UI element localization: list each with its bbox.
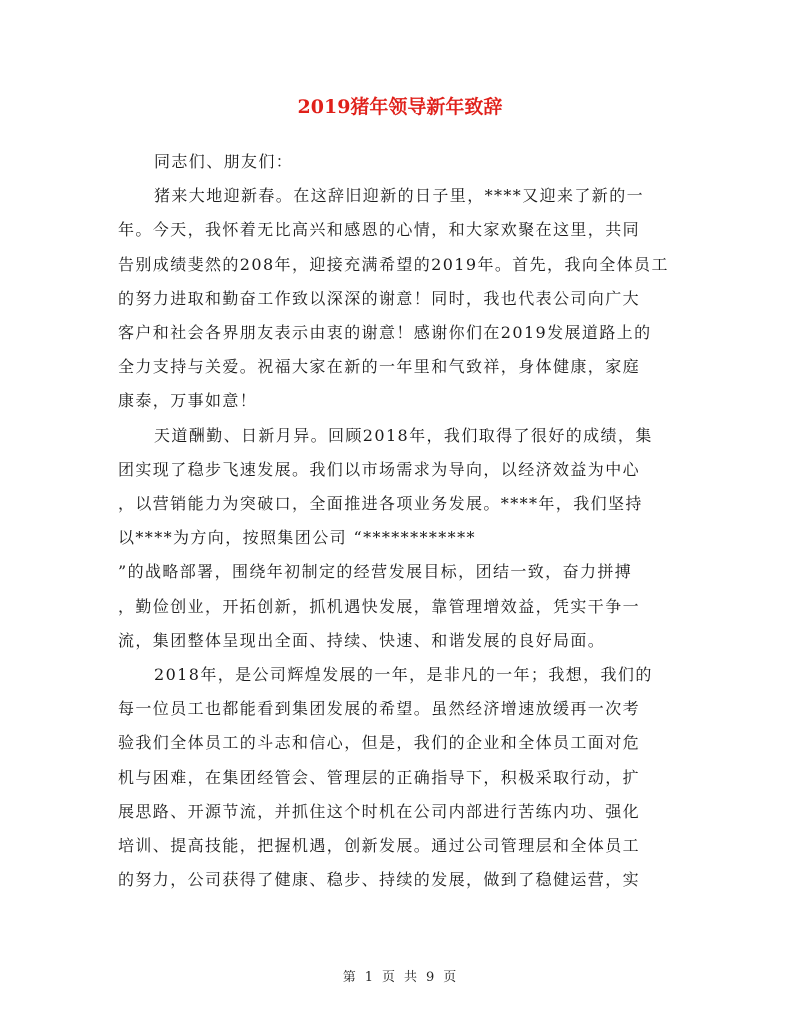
body-line: 团实现了稳步飞速发展。我们以市场需求为导向，以经济效益为中心 xyxy=(118,459,641,479)
document-body xyxy=(118,145,684,897)
body-line: 天道酬勤、日新月异。回顾2018年，我们取得了很好的成绩，集 xyxy=(154,425,653,445)
body-line: 2018年，是公司辉煌发展的一年，是非凡的一年；我想，我们的 xyxy=(154,665,653,685)
body-line: 培训、提高技能，把握机遇，创新发展。通过公司管理层和全体员工 xyxy=(118,836,641,856)
body-line: 同志们、朋友们： xyxy=(154,152,294,171)
page-footer xyxy=(0,968,800,988)
body-line: 康泰，万事如意！ xyxy=(118,391,258,411)
body-line: 全力支持与关爱。祝福大家在新的一年里和气致祥，身体健康，家庭 xyxy=(118,357,641,377)
footer-page-word: 页 xyxy=(381,970,396,985)
body-line: 的努力，公司获得了健康、稳步、持续的发展，做到了稳健运营，实 xyxy=(118,870,641,890)
document-title: 2019猪年领导新年致辞 xyxy=(297,96,503,118)
body-line: 每一位员工也都能看到集团发展的希望。虽然经济增速放缓再一次考 xyxy=(118,699,641,719)
body-line: ”的战略部署，围绕年初制定的经营发展目标，团结一致，奋力拼搏 xyxy=(118,562,633,582)
body-line: ，勤俭创业，开拓创新，抓机遇快发展，靠管理增效益，凭实干争一 xyxy=(118,596,641,616)
body-line: 流，集团整体呈现出全面、持续、快速、和谐发展的良好局面。 xyxy=(118,630,606,650)
footer-current-page: 1 xyxy=(364,970,374,985)
footer-total-pages: 9 xyxy=(426,970,436,985)
body-line: 的努力进取和勤奋工作致以深深的谢意！同时，我也代表公司向广大 xyxy=(118,288,641,308)
body-line: 猪来大地迎新春。在这辞旧迎新的日子里，****又迎来了新的一 xyxy=(154,186,645,206)
body-line: 告别成绩斐然的208年，迎接充满希望的2019年。首先，我向全体员工 xyxy=(118,254,669,274)
body-line: ，以营销能力为突破口，全面推进各项业务发展。****年，我们坚持 xyxy=(118,494,643,514)
body-line: 展思路、开源节流，并抓住这个时机在公司内部进行苦练内功、强化 xyxy=(118,801,641,821)
footer-total-word: 共 xyxy=(404,970,419,985)
body-line: 验我们全体员工的斗志和信心，但是，我们的企业和全体员工面对危 xyxy=(118,733,641,753)
footer-prefix: 第 xyxy=(342,970,357,985)
body-line: 年。今天，我怀着无比高兴和感恩的心情，和大家欢聚在这里，共同 xyxy=(118,220,641,240)
footer-suffix: 页 xyxy=(443,970,458,985)
body-line: 客户和社会各界朋友表示由衷的谢意！感谢你们在2019发展道路上的 xyxy=(118,323,652,343)
body-line: 以****为方向，按照集团公司 “************ xyxy=(118,528,476,548)
body-line: 机与困难，在集团经管会、管理层的正确指导下，积极采取行动，扩 xyxy=(118,767,641,787)
